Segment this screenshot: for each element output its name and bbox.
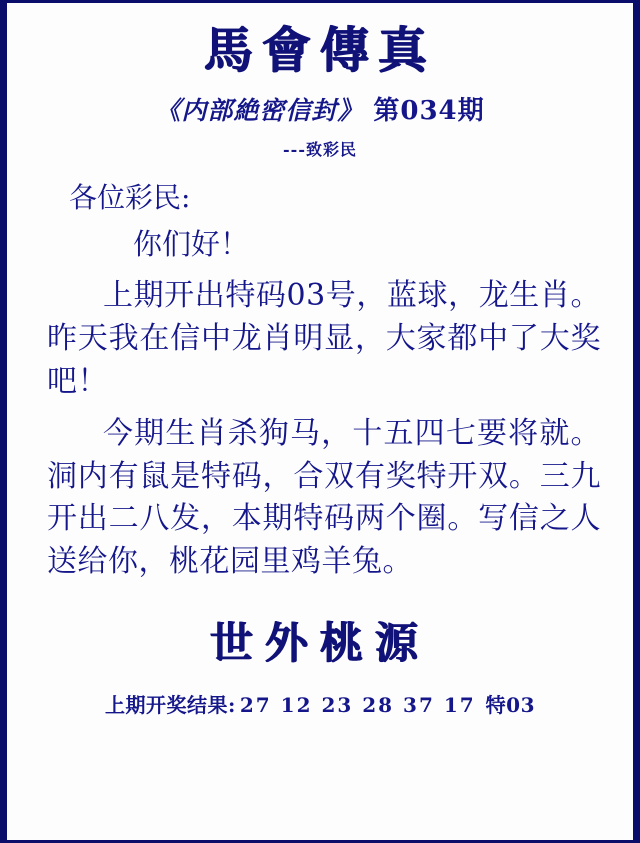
greeting: 你们好！: [133, 227, 250, 262]
previous-draw-special-number: 特03: [485, 692, 536, 717]
subtitle-bracket-text: 《内部絶密信封》: [155, 96, 364, 126]
page-title: 馬會傳真: [203, 21, 436, 79]
subtitle-row: [25, 90, 615, 127]
addressee-line: ---致彩民: [283, 140, 357, 160]
previous-draw-result: [25, 689, 615, 718]
salutation: 各位彩民:: [69, 181, 191, 215]
slogan: 世外桃源: [210, 618, 430, 669]
previous-draw-numbers: 27 12 23 28 37 17: [239, 692, 476, 717]
paragraph-2: 今期生肖杀狗马，十五四七要将就。洞内有鼠是特码，合双有奖特开双。三九开出二八发，本期特码两个圈。写信之人送给你，桃花园里鸡羊兔。: [47, 416, 601, 579]
issue-number: 第034期: [373, 96, 485, 127]
letter-body: [25, 178, 615, 583]
previous-draw-label: 上期开奖结果:: [104, 692, 236, 717]
paragraph-1: 上期开出特码03号，蓝球，龙生肖。昨天我在信中龙肖明显，大家都中了大奖吧！: [47, 278, 601, 399]
page-inner: [7, 3, 633, 840]
